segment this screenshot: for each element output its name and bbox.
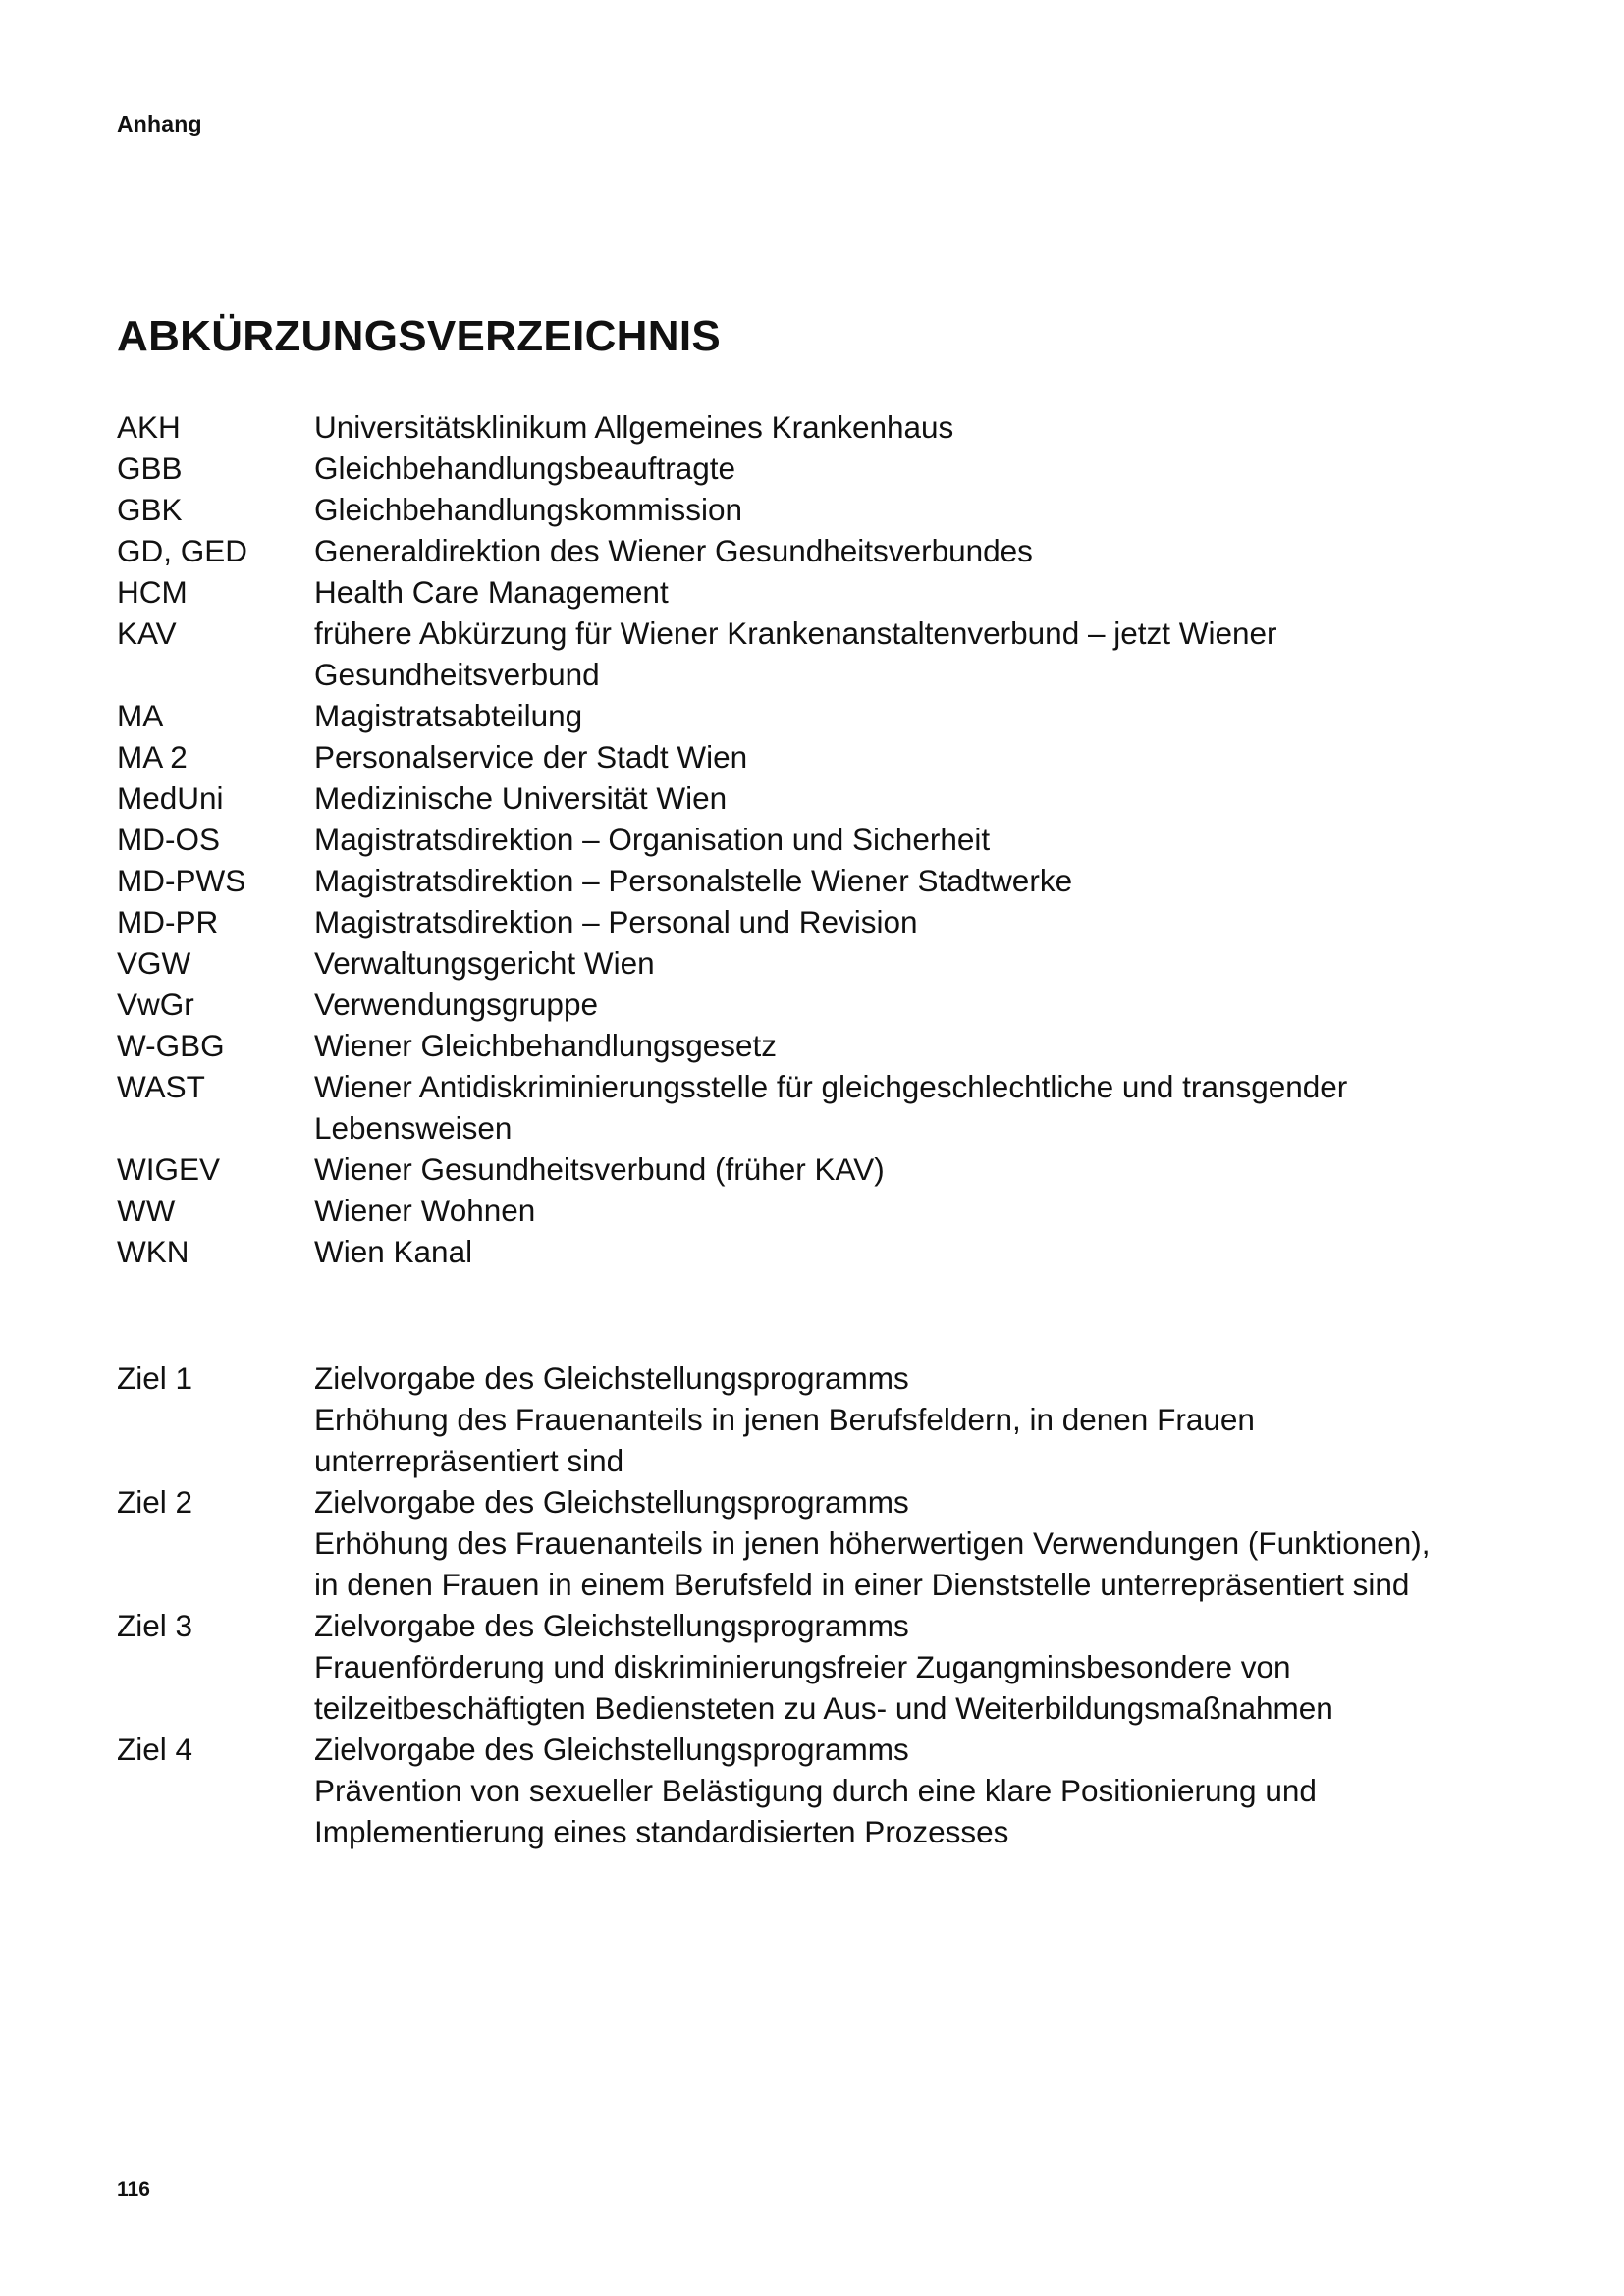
abbreviation-row (117, 777, 1452, 819)
abbreviation-term: MA (117, 698, 164, 733)
abbreviation-row (117, 406, 1452, 448)
abbreviation-term: GBB (117, 451, 183, 486)
abbreviation-description: Verwendungsgruppe (314, 987, 598, 1022)
abbreviation-description: Generaldirektion des Wiener Gesundheitsverbundes (314, 533, 1033, 568)
abbreviation-row (117, 942, 1452, 984)
abbreviation-row (117, 984, 1452, 1025)
goal-row (117, 1481, 1452, 1605)
goal-list (117, 1358, 1452, 1852)
abbreviation-row (117, 571, 1452, 613)
abbreviation-row (117, 1066, 1452, 1148)
abbreviation-description: Wiener Antidiskriminierungsstelle für gleichgeschlechtliche und transgender Lebensweisen (314, 1069, 1348, 1146)
goal-row (117, 1605, 1452, 1729)
abbreviation-description: Magistratsdirektion – Personalstelle Wiener Stadtwerke (314, 863, 1073, 898)
abbreviation-description: Magistratsabteilung (314, 698, 583, 733)
abbreviation-term: VGW (117, 945, 191, 981)
abbreviation-row (117, 819, 1452, 860)
abbreviation-term: HCM (117, 574, 188, 610)
goal-term: Ziel 3 (117, 1608, 193, 1643)
abbreviation-row (117, 695, 1452, 736)
abbreviation-row (117, 901, 1452, 942)
abbreviation-term: MA 2 (117, 739, 188, 774)
goal-description: Zielvorgabe des Gleichstellungsprogramms Erhöhung des Frauenanteils in jenen Berufsfeldern, in denen Frauen unterrepräsentiert sind (314, 1361, 1255, 1478)
abbreviation-description: Universitätsklinikum Allgemeines Krankenhaus (314, 409, 954, 445)
abbreviation-row (117, 489, 1452, 530)
abbreviation-description: Wiener Wohnen (314, 1193, 536, 1228)
abbreviation-row (117, 1148, 1452, 1190)
abbreviation-description: Verwaltungsgericht Wien (314, 945, 655, 981)
page-number: 116 (117, 2178, 150, 2201)
goal-row (117, 1729, 1452, 1852)
goal-description: Zielvorgabe des Gleichstellungsprogramms Erhöhung des Frauenanteils in jenen höherwertigen Verwendungen (Funktionen), in denen Frauen in einem Berufsfeld in einer Dienststelle unterrepräsentiert sind (314, 1484, 1431, 1602)
abbreviation-row (117, 736, 1452, 777)
goal-term: Ziel 4 (117, 1732, 193, 1767)
abbreviation-row (117, 613, 1452, 695)
goal-description: Zielvorgabe des Gleichstellungsprogramms Frauenförderung und diskriminierungsfreier Zugangminsbesondere von teilzeitbeschäftigten Bediensteten zu Aus- und Weiterbildungsmaßnahmen (314, 1608, 1333, 1726)
abbreviation-term: MD-PWS (117, 863, 246, 898)
goal-description: Zielvorgabe des Gleichstellungsprogramms Prävention von sexueller Belästigung durch eine klare Positionierung und Implementierung eines standardisierten Prozesses (314, 1732, 1317, 1849)
abbreviation-description: frühere Abkürzung für Wiener Krankenanstaltenverbund – jetzt Wiener Gesundheitsverbund (314, 615, 1277, 692)
abbreviation-description: Magistratsdirektion – Organisation und Sicherheit (314, 822, 991, 857)
abbreviation-row (117, 1025, 1452, 1066)
abbreviation-term: VwGr (117, 987, 194, 1022)
abbreviation-term: MD-OS (117, 822, 220, 857)
abbreviation-term: WIGEV (117, 1151, 221, 1187)
abbreviation-term: WW (117, 1193, 176, 1228)
abbreviation-description: Gleichbehandlungskommission (314, 492, 742, 527)
abbreviation-term: W-GBG (117, 1028, 225, 1063)
goal-row (117, 1358, 1452, 1481)
abbreviation-description: Medizinische Universität Wien (314, 780, 728, 816)
abbreviation-description: Gleichbehandlungsbeauftragte (314, 451, 736, 486)
abbreviation-row (117, 860, 1452, 901)
abbreviation-term: WKN (117, 1234, 189, 1269)
abbreviation-term: AKH (117, 409, 181, 445)
abbreviation-description: Health Care Management (314, 574, 669, 610)
abbreviation-term: MedUni (117, 780, 224, 816)
abbreviation-description: Wiener Gleichbehandlungsgesetz (314, 1028, 778, 1063)
abbreviation-description: Wiener Gesundheitsverbund (früher KAV) (314, 1151, 885, 1187)
abbreviation-description: Personalservice der Stadt Wien (314, 739, 748, 774)
abbreviation-term: GD, GED (117, 533, 248, 568)
abbreviation-row (117, 448, 1452, 489)
page-title: ABKÜRZUNGSVERZEICHNIS (117, 312, 721, 360)
goal-term: Ziel 2 (117, 1484, 193, 1520)
abbreviation-row (117, 1190, 1452, 1231)
abbreviation-list (117, 406, 1452, 1272)
abbreviation-term: GBK (117, 492, 183, 527)
abbreviation-row (117, 1231, 1452, 1272)
abbreviation-row (117, 530, 1452, 571)
abbreviation-description: Wien Kanal (314, 1234, 473, 1269)
abbreviation-term: KAV (117, 615, 177, 651)
goal-term: Ziel 1 (117, 1361, 193, 1396)
abbreviation-term: WAST (117, 1069, 205, 1104)
running-head: Anhang (117, 111, 202, 136)
abbreviation-term: MD-PR (117, 904, 219, 939)
abbreviation-description: Magistratsdirektion – Personal und Revision (314, 904, 918, 939)
